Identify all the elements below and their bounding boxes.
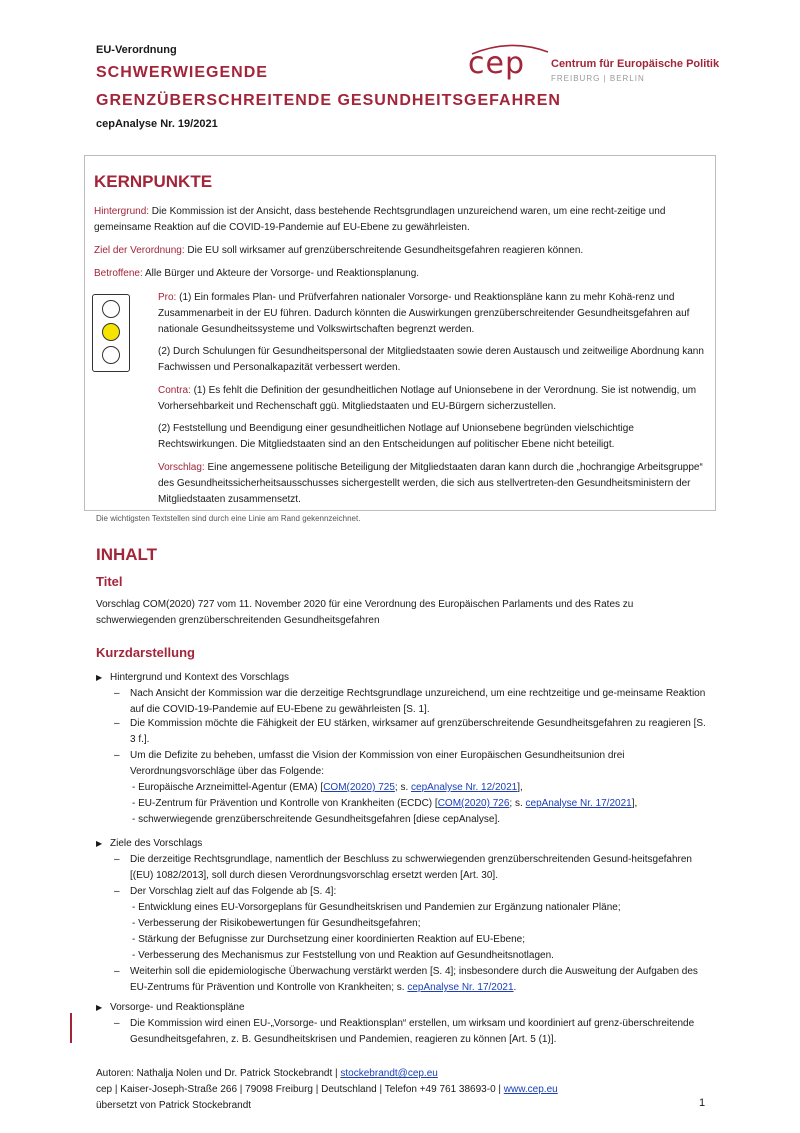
section-background-context — [96, 670, 706, 686]
section-objectives — [96, 836, 706, 852]
link-cepanalyse-17-2021[interactable]: cepAnalyse Nr. 17/2021 — [525, 798, 632, 809]
document-category: EU-Verordnung — [96, 44, 177, 56]
footer-authors — [96, 1066, 438, 1082]
list-item-text: Der Vorschlag zielt auf das Folgende ab [S. 4]: — [130, 886, 337, 897]
highlight-margin-line — [70, 1013, 72, 1043]
dash-icon: – — [114, 718, 120, 729]
list-item — [114, 1016, 708, 1048]
label-proposal: Vorschlag: — [158, 462, 205, 473]
list-item-text — [130, 964, 708, 996]
label-background: Hintergrund: — [94, 206, 150, 217]
logo-locations: FREIBURG | BERLIN — [551, 74, 645, 83]
key-point-contra-1 — [158, 383, 704, 415]
address-text: cep | Kaiser-Joseph-Straße 266 | 79098 Freiburg | Deutschland | Telefon +49 761 38693-0 | — [96, 1084, 504, 1095]
sub-item-text: ; s. — [509, 798, 526, 809]
dash-icon: – — [114, 854, 120, 865]
list-item-text: Um die Defizite zu beheben, umfasst die Vision der Kommission von einer Europäischen Gesundheitsunion drei Verordnungsvorschläge über das Folgende: — [130, 750, 625, 777]
page-number: 1 — [699, 1097, 706, 1109]
traffic-light-yellow-lamp — [102, 323, 120, 341]
website-link[interactable]: www.cep.eu — [503, 1084, 558, 1095]
sub-item-ema — [132, 780, 712, 796]
sub-item-text: ], — [631, 798, 638, 809]
bullet-triangle-icon: ▶ — [96, 839, 103, 848]
document-title-line-2: GRENZÜBERSCHREITENDE GESUNDHEITSGEFAHREN — [96, 92, 561, 109]
text-affected: Alle Bürger und Akteure der Vorsorge- und Reaktionsplanung. — [142, 268, 420, 279]
sub-item: - Verbesserung des Mechanismus zur Feststellung von und Reaktion auf Gesundheitsnotlagen. — [132, 950, 554, 961]
list-item — [114, 884, 708, 900]
section-title: Hintergrund und Kontext des Vorschlags — [110, 672, 289, 683]
link-com-2020-725[interactable]: COM(2020) 725 — [323, 782, 395, 793]
key-point-objective — [94, 243, 704, 259]
key-point-pro-2: (2) Durch Schulungen für Gesundheitspersonal der Mitgliedstaaten sowie deren Austausch und zeitweilige Abordnung kann Fachwissen und Personalkapazität verbessert werden. — [158, 346, 704, 373]
text-contra-1: (1) Es fehlt die Definition der gesundheitlichen Notlage auf Unionsebene in der Verordnung. Sie ist notwendig, um Vorhersehbarkeit und Rechenschaft ggü. Mitgliedstaaten und EU-Bürgern sicherzustellen. — [158, 385, 697, 412]
list-item — [114, 686, 708, 718]
dash-icon: – — [114, 1018, 120, 1029]
cep-logo: cep — [468, 46, 525, 81]
sub-item-health-threats: - schwerwiegende grenzüberschreitende Gesundheitsgefahren [diese cepAnalyse]. — [132, 814, 501, 825]
key-point-pro-1 — [158, 290, 704, 338]
list-item-text: Die derzeitige Rechtsgrundlage, namentlich der Beschluss zu schwerwiegenden grenzüberschreitenden Gesund-heitsgefahren [(EU) 1082/2013], soll durch diesen Verordnungsvorschlag ersetzt werden [Art. 30]. — [130, 854, 692, 881]
list-item — [114, 748, 708, 780]
footer-translator: übersetzt von Patrick Stockebrandt — [96, 1100, 252, 1111]
link-com-2020-726[interactable]: COM(2020) 726 — [437, 798, 510, 809]
list-item — [114, 964, 708, 996]
sub-item: - Entwicklung eines EU-Vorsorgeplans für Gesundheitskrisen und Pandemien zur Ergänzung nationaler Pläne; — [132, 902, 621, 913]
text-proposal: Eine angemessene politische Beteiligung der Mitgliedstaaten daran kann durch die „hochrangige Arbeitsgruppe“ des Gesundheitssicherheitsausschusses sichergestellt werden, die sich aus stellvertreten-den Gesundheitsministern der Mitgliedstaaten zusammensetzt. — [158, 462, 703, 505]
logo-organization-name: Centrum für Europäische Politik — [551, 58, 720, 70]
content-heading: INHALT — [96, 545, 158, 564]
section-title: Vorsorge- und Reaktionspläne — [110, 1002, 245, 1013]
text-background: Die Kommission ist der Ansicht, dass bestehende Rechtsgrundlagen unzureichend waren, um eine recht-zeitige und gemeinsame Reaktion auf die COVID-19-Pandemie auf EU-Ebene zu gewährleisten. — [94, 206, 666, 233]
analysis-number: cepAnalyse Nr. 19/2021 — [96, 118, 218, 130]
sub-item-text: ; s. — [394, 782, 412, 793]
dash-icon: – — [114, 966, 120, 977]
sub-item-text: - EU-Zentrum für Prävention und Kontrolle von Krankheiten (ECDC) [ — [132, 798, 438, 809]
authors-text: Autoren: Nathalja Nolen und Dr. Patrick Stockebrandt | — [96, 1068, 341, 1079]
list-item — [114, 852, 708, 884]
section-title: Ziele des Vorschlags — [110, 838, 203, 849]
sub-item-text: - Europäische Arzneimittel-Agentur (EMA) [ — [132, 782, 324, 793]
sub-item-text: ], — [517, 782, 523, 793]
key-points-heading: KERNPUNKTE — [94, 172, 213, 191]
list-item-text: Nach Ansicht der Kommission war die derzeitige Rechtsgrundlage unzureichend, um eine rechtzeitige und ge-meinsame Reaktion auf die COVID-19-Pandemie auf EU-Ebene zu gewährleisten [S. 1]. — [130, 688, 706, 715]
key-point-background — [94, 204, 704, 236]
list-item-text: Die Kommission wird einen EU-„Vorsorge- und Reaktionsplan“ erstellen, um wirksam und koordiniert auf grenz-überschreitende Gesundheitsgefahren, z. B. Gesundheitskrisen und Pandemien, reagieren zu können [Art. 5 (1)]. — [130, 1018, 695, 1045]
sub-item: - Verbesserung der Risikobewertungen für Gesundheitsgefahren; — [132, 918, 421, 929]
traffic-light-bottom-lamp — [102, 346, 120, 364]
text-objective: Die EU soll wirksamer auf grenzüberschreitende Gesundheitsgefahren reagieren können. — [184, 245, 584, 256]
list-item-text: Die Kommission möchte die Fähigkeit der EU stärken, wirksamer auf grenzüberschreitende Gesundheitsgefahren zu reagieren [S. 3 f.]. — [130, 718, 706, 745]
key-point-affected — [94, 266, 704, 282]
label-contra: Contra: — [158, 385, 191, 396]
dash-icon: – — [114, 750, 120, 761]
label-objective: Ziel der Verordnung: — [94, 245, 185, 256]
list-item-text-part: . — [513, 982, 517, 993]
author-email-link[interactable]: stockebrandt@cep.eu — [340, 1068, 438, 1079]
sub-item: - Stärkung der Befugnisse zur Durchsetzung einer koordinierten Reaktion auf EU-Ebene; — [132, 934, 525, 945]
link-cepanalyse-17-2021[interactable]: cepAnalyse Nr. 17/2021 — [407, 982, 514, 993]
title-text: Vorschlag COM(2020) 727 vom 11. November 2020 für eine Verordnung des Europäischen Parlaments und des Rates zu schwerwiegenden grenzüberschreitenden Gesundheitsgefahren — [96, 599, 634, 626]
text-pro-1: (1) Ein formales Plan- und Prüfverfahren nationaler Vorsorge- und Reaktionspläne kann zu mehr Kohä-renz und Zusammenarbeit in der EU führen. Dadurch könnten die Auswirkungen grenzüberschreitender Gesundheitsgefahren auf nationale Gesundheitssysteme und Volkswirtschaften begrenzt werden. — [158, 292, 690, 335]
document-title-line-1: SCHWERWIEGENDE — [96, 64, 268, 81]
key-point-proposal — [158, 460, 704, 508]
bullet-triangle-icon: ▶ — [96, 673, 103, 682]
dash-icon: – — [114, 886, 120, 897]
bullet-triangle-icon: ▶ — [96, 1003, 103, 1012]
list-item-text-part: Weiterhin soll die epidemiologische Überwachung verstärkt werden [S. 4]; insbesondere durch die Ausweitung der Aufgaben des EU-Zentrums für Prävention und Kontrolle von Krankheiten; s. — [130, 966, 698, 993]
list-item — [114, 716, 708, 748]
title-subheading: Titel — [96, 574, 123, 589]
footer-address — [96, 1082, 558, 1098]
dash-icon: – — [114, 688, 120, 699]
link-cepanalyse-12-2021[interactable]: cepAnalyse Nr. 12/2021 — [411, 782, 518, 793]
traffic-light-top-lamp — [102, 300, 120, 318]
summary-subheading: Kurzdarstellung — [96, 645, 195, 660]
key-point-contra-2: (2) Feststellung und Beendigung einer gesundheitlichen Notlage auf Unionsebene begründen vielschichtige Rechtswirkungen. Die Mitgliedstaaten sind an den Entscheidungen auf politischer Ebene nicht beteiligt. — [158, 423, 634, 450]
section-preparedness-plans — [96, 1000, 706, 1016]
label-pro: Pro: — [158, 292, 177, 303]
traffic-light-icon — [92, 294, 130, 372]
sub-item-ecdc — [132, 796, 712, 812]
label-affected: Betroffene: — [94, 268, 143, 279]
margin-line-note: Die wichtigsten Textstellen sind durch eine Linie am Rand gekennzeichnet. — [96, 514, 361, 523]
